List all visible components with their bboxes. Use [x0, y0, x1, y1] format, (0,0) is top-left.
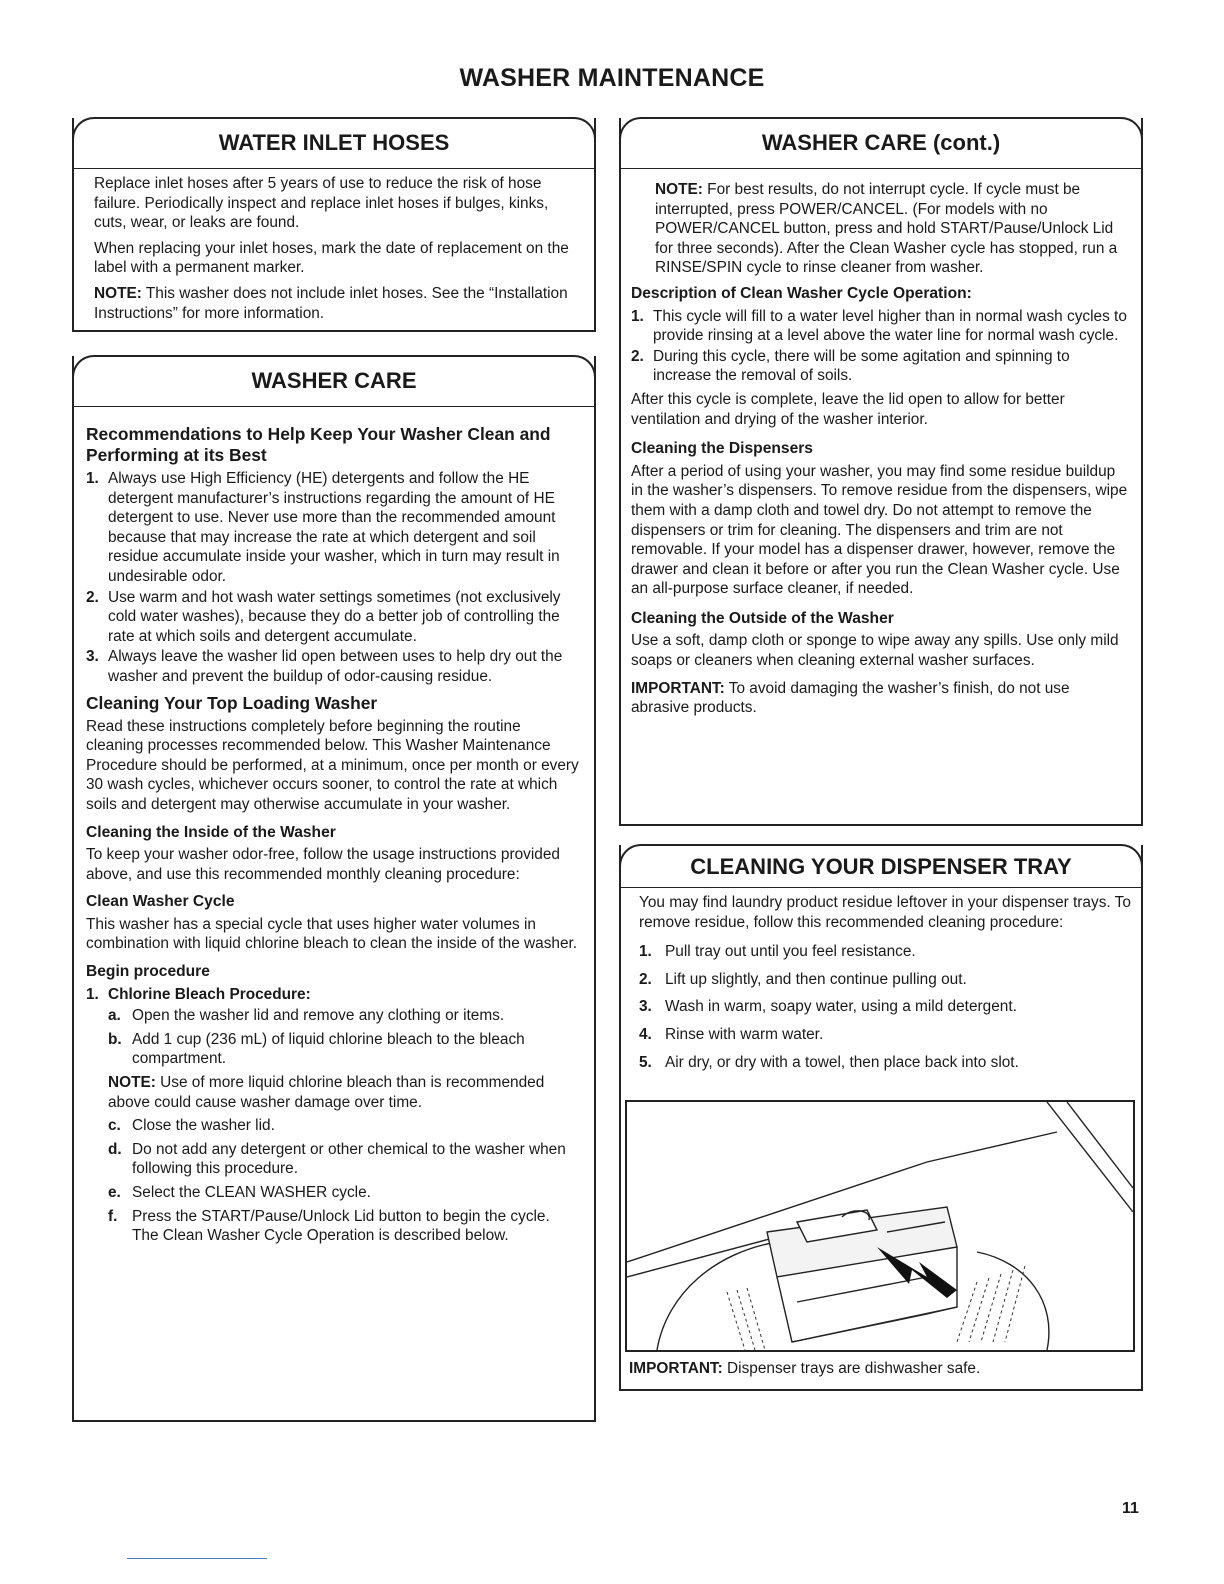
bleach-steps-list-continued — [86, 1116, 580, 1246]
inside-washer-heading: Cleaning the Inside of the Washer — [86, 823, 336, 841]
cleaning-dispensers-text: After a period of using your washer, you may find some residue buildup in the washer’s dispensers. To remove residue from the dispensers, wipe them with a damp cloth and towel dry. Do not attempt to remove the dispensers or trim for cleaning. The dispensers and trim are not removable. If your model has a dispenser drawer, however, remove the drawer and clean it before or after you run the Clean Washer cycle. Use an all-purpose surface cleaner, if needed. — [631, 462, 1128, 598]
clean-washer-cycle-text: This washer has a special cycle that uses higher water volumes in combination with liquid chlorine bleach to clean the inside of the washer. — [86, 915, 578, 953]
list-item: 3. Wash in warm, soapy water, using a mild detergent. — [639, 998, 1017, 1016]
tray-steps-list — [639, 942, 1139, 1072]
washer-drawer-drawing — [627, 1102, 1133, 1350]
inside-washer-text: To keep your washer odor-free, follow the usage instructions provided above, and use this recommended monthly cleaning procedure: — [86, 846, 560, 883]
tray-important: IMPORTANT: Dispenser trays are dishwasher safe. — [629, 1360, 981, 1377]
list-item: 2. Use warm and hot wash water settings sometimes (not exclusively cold water washes), because they do a better job of controlling the rate at which soils and detergent accumulate. — [86, 588, 561, 645]
chlorine-bleach-heading: 1. Chlorine Bleach Procedure: — [86, 985, 311, 1003]
washer-care-heading: WASHER CARE — [72, 355, 596, 407]
bleach-steps-list — [86, 1006, 580, 1069]
cleaning-outside-text: Use a soft, damp cloth or sponge to wipe away any spills. Use only mild soaps or cleaners when cleaning external washer surfaces. — [631, 632, 1119, 670]
inlet-paragraph-2: When replacing your inlet hoses, mark the date of replacement on the label with a permanent marker. — [94, 239, 569, 277]
page-title: WASHER MAINTENANCE — [459, 64, 765, 92]
list-item: 2. During this cycle, there will be some agitation and spinning to increase the removal of soils. — [631, 347, 1070, 385]
care-cont-important: IMPORTANT: To avoid damaging the washer’s finish, do not use abrasive products. — [631, 679, 1070, 717]
cycle-operation-list — [631, 307, 1131, 386]
list-item: 3. Always leave the washer lid open between uses to help dry out the washer and prevent the buildup of odor-causing residue. — [86, 648, 563, 685]
tray-intro: You may find laundry product residue leftover in your dispenser trays. To remove residue, follow this recommended cleaning procedure: — [639, 894, 1131, 931]
cleaning-top-loading-heading: Cleaning Your Top Loading Washer — [86, 692, 378, 713]
inlet-note-label: NOTE: — [94, 284, 142, 302]
cleaning-outside-heading: Cleaning the Outside of the Washer — [631, 609, 894, 627]
cycle-operation-heading: Description of Clean Washer Cycle Operation: — [631, 284, 972, 302]
dispenser-tray-heading: CLEANING YOUR DISPENSER TRAY — [619, 844, 1143, 888]
list-item: e. Select the CLEAN WASHER cycle. — [108, 1184, 371, 1201]
washer-care-cont-heading: WASHER CARE (cont.) — [619, 117, 1143, 169]
list-item: 2. Lift up slightly, and then continue pulling out. — [639, 970, 967, 988]
clean-washer-cycle-heading: Clean Washer Cycle — [86, 893, 235, 911]
list-item: c. Close the washer lid. — [108, 1117, 275, 1135]
inlet-note-text: This washer does not include inlet hoses. See the “Installation Instructions” for more information. — [94, 284, 568, 322]
recommendations-heading: Recommendations to Help Keep Your Washer Clean and Performing at its Best — [86, 424, 551, 465]
list-item: a. Open the washer lid and remove any clothing or items. — [108, 1007, 505, 1025]
cleaning-top-loading-text: Read these instructions completely before beginning the routine cleaning processes recommended below. This Washer Maintenance Procedure should be performed, at a minimum, once per month or every 30 wash cycles, whichever occurs sooner, to control the rate at which soils and detergent may otherwise accumulate in your washer. — [86, 717, 579, 813]
footer-rule — [127, 1558, 267, 1559]
list-item: 4. Rinse with warm water. — [639, 1025, 824, 1043]
list-item: b. Add 1 cup (236 mL) of liquid chlorine bleach to the bleach compartment. — [108, 1030, 525, 1068]
inlet-paragraph-1: Replace inlet hoses after 5 years of use to reduce the risk of hose failure. Periodically inspect and replace inlet hoses if bulges, kinks, cuts, wear, or leaks are found. — [94, 175, 549, 232]
dispenser-tray-illustration — [625, 1100, 1135, 1352]
washer-care-cont-panel — [619, 118, 1143, 826]
after-cycle-text: After this cycle is complete, leave the lid open to allow for better ventilation and drying of the washer interior. — [631, 390, 1065, 428]
water-inlet-hoses-heading: WATER INLET HOSES — [72, 117, 596, 169]
water-inlet-hoses-panel — [72, 118, 596, 332]
list-item: 1. Pull tray out until you feel resistance. — [639, 943, 916, 961]
list-item: f. Press the START/Pause/Unlock Lid button to begin the cycle. The Clean Washer Cycle Operation is described below. — [108, 1207, 550, 1245]
recommendations-list — [86, 469, 580, 687]
begin-procedure-heading: Begin procedure — [86, 963, 210, 981]
inlet-note — [94, 284, 574, 323]
list-item: 1. Always use High Efficiency (HE) detergents and follow the HE detergent manufacturer’s instructions regarding the amount of HE detergent to use. Never use more than the recommended amount because that may increase the rate at which detergent and soil residue accumulate inside your washer, which in turn may result in undesirable odor. — [86, 470, 560, 585]
page-number: 11 — [1122, 1500, 1139, 1517]
list-item: 5. Air dry, or dry with a towel, then place back into slot. — [639, 1053, 1019, 1071]
list-item: d. Do not add any detergent or other chemical to the washer when following this procedure. — [108, 1140, 566, 1178]
list-item: 1. This cycle will fill to a water level higher than in normal wash cycles to provide rinsing at a level above the water line for normal wash cycle. — [631, 307, 1127, 345]
washer-care-panel — [72, 356, 596, 1422]
bleach-note: NOTE: Use of more liquid chlorine bleach than is recommended above could cause washer damage over time. — [108, 1074, 545, 1111]
cleaning-dispensers-heading: Cleaning the Dispensers — [631, 440, 813, 458]
care-cont-note: NOTE: For best results, do not interrupt cycle. If cycle must be interrupted, press POWER/CANCEL. (For models with no POWER/CANCEL button, press and hold START/Pause/Unlock Lid for three seconds). After the Clean Washer cycle has stopped, run a RINSE/SPIN cycle to rinse cleaner from washer. — [655, 181, 1118, 277]
